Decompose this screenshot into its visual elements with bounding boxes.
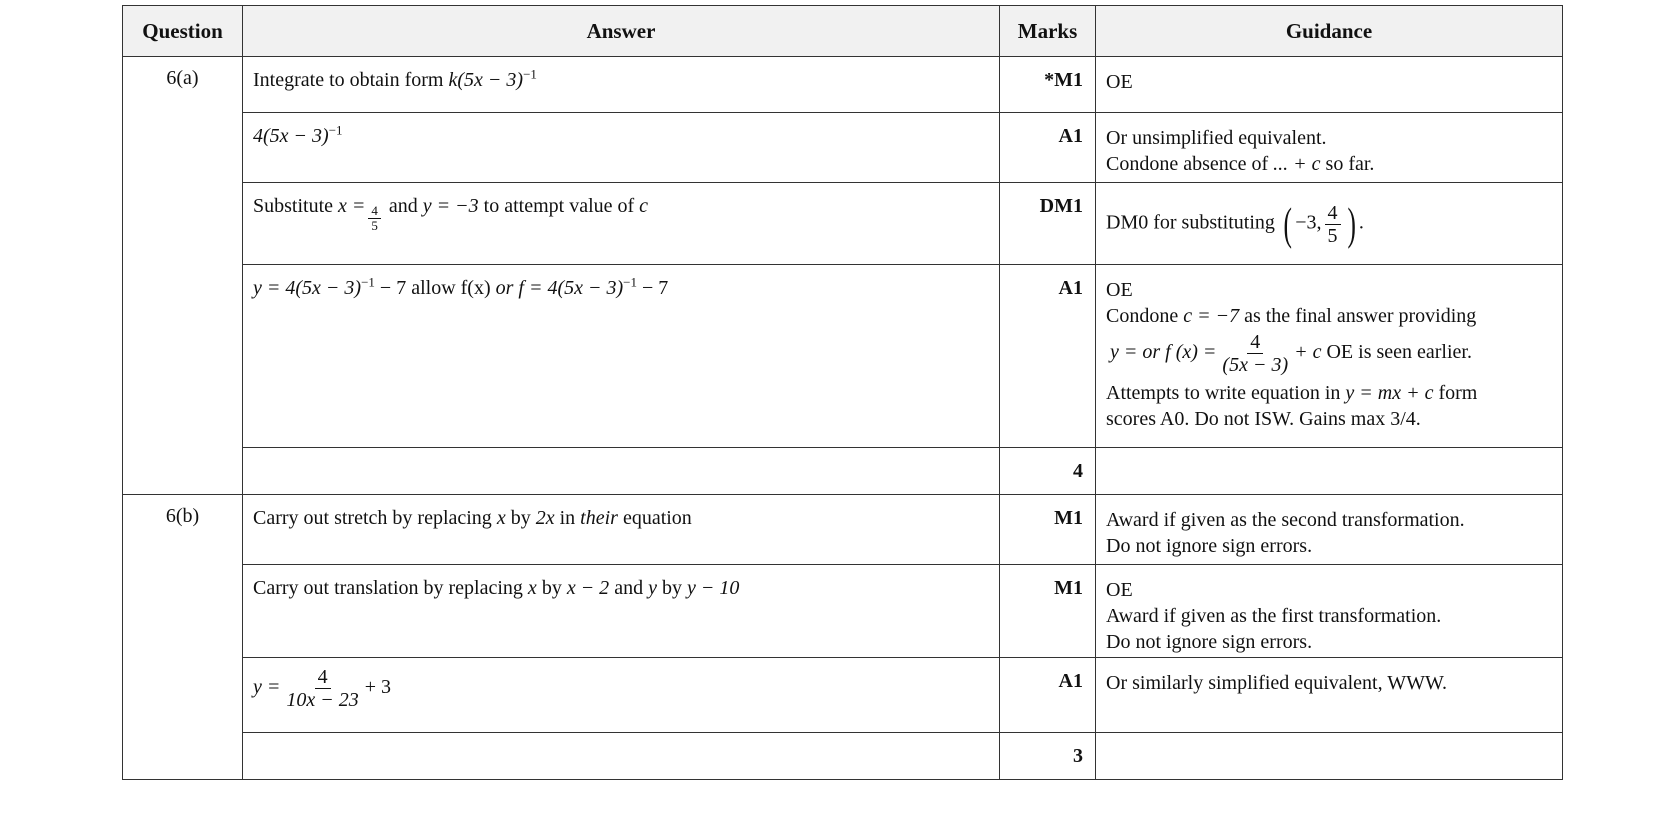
mark-cell: A1 (1000, 658, 1096, 733)
answer-math: 4(5x − 3) (253, 125, 329, 147)
fraction: $\frac{4}{5}$ (368, 204, 381, 234)
answer-math: x = (338, 195, 366, 217)
mark-cell: DM1 (1000, 183, 1096, 265)
table-row (123, 495, 1563, 565)
answer-cell (243, 183, 1000, 265)
fraction: $\frac{4}{5}$ (1325, 202, 1341, 247)
guidance-line: scores A0. Do not ISW. Gains max 3/4. (1106, 408, 1421, 430)
answer-text: Substitute (253, 195, 334, 217)
mark-cell: A1 (1000, 113, 1096, 183)
guidance-line: OE (1106, 279, 1133, 301)
table-row (123, 565, 1563, 658)
answer-cell: Carry out stretch by replacing x by 2x in their equation (243, 495, 1000, 565)
header-answer: Answer (243, 6, 1000, 57)
mark-cell: M1 (1000, 565, 1096, 658)
guidance-text: so far. (1325, 153, 1375, 175)
table-row (123, 113, 1563, 183)
guidance-text: Condone absence of (1106, 153, 1269, 175)
answer-cell: $y = 4(5x - 3)^{-1} - 7$ allow f(x) or $f = 4(5x - 3)^{-1} - 7$ (243, 265, 1000, 448)
total-marks-6b: 3 (1000, 733, 1096, 780)
answer-text: allow f(x) (411, 277, 491, 299)
header-marks: Marks (1000, 6, 1096, 57)
answer-math: k(5x − 3) (448, 69, 524, 91)
question-label-6a: 6(a) (123, 57, 243, 495)
table-row (123, 57, 1563, 113)
guidance-cell: Or similarly simplified equivalent, WWW. (1096, 658, 1563, 733)
answer-math: f = 4(5x − 3) (518, 277, 624, 299)
exponent: −1 (523, 66, 537, 82)
guidance-text: DM0 for substituting (1106, 211, 1275, 234)
guidance-line: y = or f (x) = $\frac{4}{(5x - 3)}$ + c OE is seen earlier. (1110, 331, 1472, 376)
guidance-line (1106, 151, 1552, 177)
table-row (123, 183, 1563, 265)
guidance-line: Or unsimplified equivalent. (1106, 127, 1327, 149)
header-question: Question (123, 6, 243, 57)
guidance-line: Condone c = −7 as the final answer providing (1106, 305, 1477, 327)
answer-cell (243, 113, 1000, 183)
header-row (123, 6, 1563, 57)
answer-math: c (639, 195, 649, 217)
total-marks-6a: 4 (1000, 448, 1096, 495)
mark-cell: *M1 (1000, 57, 1096, 113)
mark-cell: A1 (1000, 265, 1096, 448)
header-guidance: Guidance (1096, 6, 1563, 57)
answer-cell (243, 57, 1000, 113)
mark-scheme-table (122, 5, 1563, 780)
answer-text: to attempt value of (483, 195, 635, 217)
table-row (123, 265, 1563, 448)
guidance-cell (1096, 113, 1563, 183)
question-label-6b: 6(b) (123, 495, 243, 780)
total-row (123, 448, 1563, 495)
answer-math: y = 4(5x − 3) (253, 277, 362, 299)
mark-cell: M1 (1000, 495, 1096, 565)
guidance-cell: OE Award if given as the first transformation. Do not ignore sign errors. (1096, 565, 1563, 658)
answer-text: and (388, 195, 418, 217)
table-row (123, 658, 1563, 733)
fraction: $\frac{4}{(5x - 3)}$ (1222, 331, 1289, 376)
exponent: −1 (328, 122, 343, 138)
fraction: $\frac{4}{10x - 23}$ (286, 666, 359, 711)
guidance-math: −3, (1295, 211, 1322, 234)
guidance-cell: Award if given as the second transformation. Do not ignore sign errors. (1096, 495, 1563, 565)
guidance-cell: OE (1096, 57, 1563, 113)
guidance-cell (1096, 265, 1563, 448)
answer-cell: y = $\frac{4}{10x - 23}$ + 3 (243, 658, 1000, 733)
answer-text: Integrate to obtain form (253, 69, 444, 91)
guidance-cell: DM0 for substituting ( −3, $\frac{4}{5}$ ) . (1096, 183, 1563, 265)
guidance-math: ... + c (1273, 153, 1321, 175)
guidance-line: Attempts to write equation in y = mx + c form (1106, 382, 1478, 404)
total-row (123, 733, 1563, 780)
answer-math: y = −3 (422, 195, 479, 217)
answer-cell: Carry out translation by replacing x by x − 2 and y by y − 10 (243, 565, 1000, 658)
